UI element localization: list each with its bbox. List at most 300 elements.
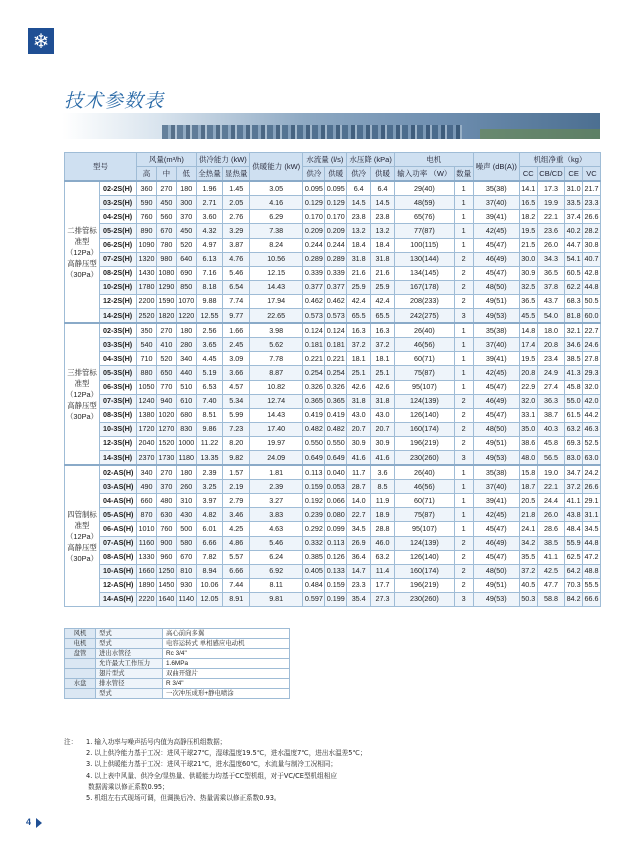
value-cell: 46(49) xyxy=(473,394,519,408)
value-cell: 0.209 xyxy=(303,224,325,238)
value-cell: 18.1 xyxy=(347,352,371,366)
note-line xyxy=(64,793,366,804)
value-cell: 26(40) xyxy=(394,323,454,338)
value-cell: 19.0 xyxy=(537,465,565,480)
value-cell: 0.462 xyxy=(303,294,325,308)
table-row xyxy=(65,592,601,606)
value-cell: 46.3 xyxy=(583,422,601,436)
value-cell: 7.82 xyxy=(196,550,223,564)
component-k: 进出水管径 xyxy=(96,649,163,659)
value-cell: 350 xyxy=(137,323,157,338)
value-cell: 2 xyxy=(454,394,473,408)
value-cell: 60(71) xyxy=(394,352,454,366)
value-cell: 2.56 xyxy=(196,323,223,338)
value-cell: 0.289 xyxy=(325,252,347,266)
value-cell: 60(71) xyxy=(394,494,454,508)
value-cell: 47.2 xyxy=(583,550,601,564)
page-marker-icon xyxy=(36,818,42,828)
value-cell: 44.7 xyxy=(565,238,583,252)
value-cell: 2 xyxy=(454,578,473,592)
value-cell: 25.1 xyxy=(371,366,395,380)
value-cell: 0.221 xyxy=(303,352,325,366)
subheader-cell: CC xyxy=(519,167,537,182)
value-cell: 14.43 xyxy=(250,408,303,422)
value-cell: 2040 xyxy=(137,436,157,450)
spec-table xyxy=(64,152,601,607)
value-cell: 134(145) xyxy=(394,266,454,280)
value-cell: 41.3 xyxy=(565,366,583,380)
note-text: 3. 以上供暖能力基于工况：进风干球21℃，进水温度60℃，水流量与制冷工况相同； xyxy=(86,760,337,769)
value-cell: 25.9 xyxy=(371,280,395,294)
value-cell: 230(260) xyxy=(394,450,454,465)
component-cat: 电机 xyxy=(65,639,96,649)
subheader-cell: VC xyxy=(583,167,601,182)
value-cell: 39(41) xyxy=(473,210,519,224)
value-cell: 196(219) xyxy=(394,578,454,592)
value-cell: 1 xyxy=(454,380,473,394)
value-cell: 4.57 xyxy=(223,380,250,394)
value-cell: 33.5 xyxy=(565,196,583,210)
table-row xyxy=(65,280,601,294)
header-heating: 供暖能力 (kW) xyxy=(250,153,303,182)
value-cell: 30.9 xyxy=(519,266,537,280)
model-cell: 02-3S(H) xyxy=(100,323,137,338)
value-cell: 17.94 xyxy=(250,294,303,308)
table-row xyxy=(65,309,601,324)
value-cell: 12.15 xyxy=(250,266,303,280)
value-cell: 28.6 xyxy=(537,522,565,536)
table-row xyxy=(65,380,601,394)
value-cell: 1010 xyxy=(137,522,157,536)
value-cell: 23.8 xyxy=(371,210,395,224)
value-cell: 490 xyxy=(137,480,157,494)
value-cell: 0.484 xyxy=(303,578,325,592)
value-cell: 0.199 xyxy=(325,592,347,606)
value-cell: 0.377 xyxy=(325,280,347,294)
model-cell: 07-AS(H) xyxy=(100,536,137,550)
value-cell: 11.9 xyxy=(371,494,395,508)
value-cell: 42.6 xyxy=(347,380,371,394)
value-cell: 180 xyxy=(176,181,196,196)
value-cell: 37(40) xyxy=(473,480,519,494)
value-cell: 8.91 xyxy=(223,592,250,606)
table-row xyxy=(65,578,601,592)
value-cell: 3.97 xyxy=(196,494,223,508)
value-cell: 6.54 xyxy=(223,280,250,294)
value-cell: 900 xyxy=(156,536,176,550)
value-cell: 0.170 xyxy=(325,210,347,224)
value-cell: 4.82 xyxy=(196,508,223,522)
value-cell: 18.9 xyxy=(371,508,395,522)
value-cell: 560 xyxy=(156,210,176,224)
model-cell: 07-2S(H) xyxy=(100,252,137,266)
value-cell: 930 xyxy=(176,578,196,592)
value-cell: 55.9 xyxy=(565,536,583,550)
value-cell: 13.2 xyxy=(371,224,395,238)
value-cell: 0.181 xyxy=(325,338,347,352)
value-cell: 48.8 xyxy=(583,564,601,578)
value-cell: 14.8 xyxy=(519,323,537,338)
value-cell: 17.4 xyxy=(519,338,537,352)
value-cell: 270 xyxy=(156,181,176,196)
component-k: 排水管径 xyxy=(96,679,163,689)
value-cell: 0.649 xyxy=(303,450,325,465)
note-line xyxy=(64,748,366,759)
value-cell: 0.419 xyxy=(303,408,325,422)
value-cell: 49(51) xyxy=(473,436,519,450)
value-cell: 48(59) xyxy=(394,196,454,210)
value-cell: 0.113 xyxy=(303,465,325,480)
component-cat: 风机 xyxy=(65,629,96,639)
value-cell: 81.8 xyxy=(565,309,583,324)
value-cell: 32.1 xyxy=(565,323,583,338)
value-cell: 24.2 xyxy=(583,465,601,480)
subheader-cell: CE xyxy=(565,167,583,182)
value-cell: 5.34 xyxy=(223,394,250,408)
value-cell: 1590 xyxy=(156,294,176,308)
value-cell: 45(47) xyxy=(473,238,519,252)
value-cell: 44.8 xyxy=(583,536,601,550)
value-cell: 280 xyxy=(176,338,196,352)
value-cell: 1 xyxy=(454,338,473,352)
value-cell: 6.53 xyxy=(196,380,223,394)
table-row xyxy=(65,564,601,578)
value-cell: 480 xyxy=(156,494,176,508)
value-cell: 0.239 xyxy=(303,508,325,522)
value-cell: 450 xyxy=(156,196,176,210)
value-cell: 3.25 xyxy=(196,480,223,494)
value-cell: 37.2 xyxy=(565,480,583,494)
value-cell: 9.77 xyxy=(223,309,250,324)
value-cell: 0.550 xyxy=(303,436,325,450)
value-cell: 450 xyxy=(176,224,196,238)
value-cell: 1250 xyxy=(156,564,176,578)
note-line xyxy=(64,759,366,770)
value-cell: 6.01 xyxy=(196,522,223,536)
value-cell: 540 xyxy=(137,338,157,352)
value-cell: 9.82 xyxy=(223,450,250,465)
value-cell: 21.6 xyxy=(371,266,395,280)
value-cell: 95(107) xyxy=(394,522,454,536)
value-cell: 1430 xyxy=(137,266,157,280)
value-cell: 44.2 xyxy=(583,408,601,422)
value-cell: 270 xyxy=(156,465,176,480)
value-cell: 0.124 xyxy=(325,323,347,338)
value-cell: 4.25 xyxy=(223,522,250,536)
value-cell: 22.1 xyxy=(537,210,565,224)
value-cell: 63.0 xyxy=(583,450,601,465)
value-cell: 23.8 xyxy=(347,210,371,224)
model-cell: 10-3S(H) xyxy=(100,422,137,436)
value-cell: 780 xyxy=(156,238,176,252)
value-cell: 3 xyxy=(454,592,473,606)
model-cell: 03-3S(H) xyxy=(100,338,137,352)
value-cell: 580 xyxy=(176,536,196,550)
value-cell: 40.2 xyxy=(565,224,583,238)
value-cell: 3.87 xyxy=(223,238,250,252)
value-cell: 44.8 xyxy=(583,280,601,294)
value-cell: 0.597 xyxy=(303,592,325,606)
value-cell: 0.113 xyxy=(325,536,347,550)
value-cell: 70.3 xyxy=(565,578,583,592)
value-cell: 1 xyxy=(454,508,473,522)
model-cell: 08-2S(H) xyxy=(100,266,137,280)
model-cell: 05-3S(H) xyxy=(100,366,137,380)
value-cell: 980 xyxy=(156,252,176,266)
value-cell: 46(56) xyxy=(394,480,454,494)
subheader-cell: 高 xyxy=(137,167,157,182)
value-cell: 52.5 xyxy=(583,436,601,450)
value-cell: 16.5 xyxy=(519,196,537,210)
value-cell: 0.066 xyxy=(325,494,347,508)
value-cell: 21.5 xyxy=(519,238,537,252)
note-text: 1. 输入功率与噪声括号内值为高静压机组数据； xyxy=(86,738,227,746)
model-cell: 04-3S(H) xyxy=(100,352,137,366)
value-cell: 100(115) xyxy=(394,238,454,252)
subheader-cell: 供暖 xyxy=(371,167,395,182)
value-cell: 270 xyxy=(156,323,176,338)
value-cell: 0.170 xyxy=(303,210,325,224)
value-cell: 242(275) xyxy=(394,309,454,324)
value-cell: 8.5 xyxy=(371,480,395,494)
value-cell: 196(219) xyxy=(394,436,454,450)
value-cell: 31.8 xyxy=(371,252,395,266)
value-cell: 8.51 xyxy=(196,408,223,422)
value-cell: 0.244 xyxy=(303,238,325,252)
header-model: 型号 xyxy=(65,153,137,182)
component-v: 双曲开缝片 xyxy=(163,669,290,679)
value-cell: 1140 xyxy=(176,592,196,606)
value-cell: 1 xyxy=(454,480,473,494)
value-cell: 5.99 xyxy=(223,408,250,422)
model-cell: 04-2S(H) xyxy=(100,210,137,224)
value-cell: 180 xyxy=(176,465,196,480)
value-cell: 1 xyxy=(454,196,473,210)
value-cell: 26(40) xyxy=(394,465,454,480)
value-cell: 0.159 xyxy=(325,578,347,592)
value-cell: 710 xyxy=(137,352,157,366)
value-cell: 29.3 xyxy=(583,366,601,380)
value-cell: 61.5 xyxy=(565,408,583,422)
value-cell: 37(40) xyxy=(473,196,519,210)
value-cell: 62.5 xyxy=(565,550,583,564)
value-cell: 1.57 xyxy=(223,465,250,480)
value-cell: 49(51) xyxy=(473,294,519,308)
model-cell: 08-3S(H) xyxy=(100,408,137,422)
value-cell: 8.11 xyxy=(250,578,303,592)
value-cell: 2 xyxy=(454,550,473,564)
value-cell: 20.8 xyxy=(537,338,565,352)
value-cell: 65.5 xyxy=(347,309,371,324)
value-cell: 1660 xyxy=(137,564,157,578)
value-cell: 48(50) xyxy=(473,280,519,294)
header-noise: 噪声 (dB(A)) xyxy=(473,153,519,182)
value-cell: 40.5 xyxy=(519,578,537,592)
value-cell: 1 xyxy=(454,181,473,196)
value-cell: 0.192 xyxy=(303,494,325,508)
value-cell: 39(41) xyxy=(473,352,519,366)
value-cell: 680 xyxy=(176,408,196,422)
value-cell: 18.2 xyxy=(519,210,537,224)
value-cell: 1380 xyxy=(137,408,157,422)
table-row xyxy=(65,238,601,252)
value-cell: 260 xyxy=(176,480,196,494)
table-row xyxy=(65,252,601,266)
note-line xyxy=(64,771,366,782)
value-cell: 31.0 xyxy=(565,181,583,196)
value-cell: 14.43 xyxy=(250,280,303,294)
value-cell: 20.7 xyxy=(347,422,371,436)
value-cell: 3.66 xyxy=(223,366,250,380)
table-row xyxy=(65,522,601,536)
model-cell: 03-AS(H) xyxy=(100,480,137,494)
value-cell: 870 xyxy=(137,508,157,522)
value-cell: 14.1 xyxy=(519,181,537,196)
value-cell: 0.129 xyxy=(303,196,325,210)
value-cell: 75(87) xyxy=(394,366,454,380)
model-cell: 12-2S(H) xyxy=(100,294,137,308)
value-cell: 6.24 xyxy=(250,550,303,564)
value-cell: 230(260) xyxy=(394,592,454,606)
value-cell: 0.124 xyxy=(303,323,325,338)
value-cell: 5.46 xyxy=(223,266,250,280)
value-cell: 3.09 xyxy=(223,352,250,366)
value-cell: 55.5 xyxy=(583,578,601,592)
banner-foliage xyxy=(480,129,600,139)
table-row xyxy=(65,508,601,522)
value-cell: 35.5 xyxy=(519,550,537,564)
value-cell: 84.2 xyxy=(565,592,583,606)
value-cell: 880 xyxy=(137,366,157,380)
value-cell: 11.22 xyxy=(196,436,223,450)
value-cell: 8.24 xyxy=(250,238,303,252)
model-cell: 07-3S(H) xyxy=(100,394,137,408)
value-cell: 46(56) xyxy=(394,338,454,352)
value-cell: 1640 xyxy=(156,592,176,606)
value-cell: 6.4 xyxy=(371,181,395,196)
model-cell: 12-3S(H) xyxy=(100,436,137,450)
value-cell: 1330 xyxy=(137,550,157,564)
model-cell: 14-AS(H) xyxy=(100,592,137,606)
value-cell: 24.1 xyxy=(519,522,537,536)
component-cat xyxy=(65,669,96,679)
value-cell: 25.1 xyxy=(347,366,371,380)
value-cell: 41.1 xyxy=(565,494,583,508)
component-v: R 3/4" xyxy=(163,679,290,689)
value-cell: 2.76 xyxy=(223,210,250,224)
value-cell: 7.74 xyxy=(223,294,250,308)
table-row xyxy=(65,210,601,224)
value-cell: 760 xyxy=(137,210,157,224)
value-cell: 0.053 xyxy=(325,480,347,494)
header-cooling: 供冷能力 (kW) xyxy=(196,153,249,167)
value-cell: 35(38) xyxy=(473,465,519,480)
value-cell: 69.3 xyxy=(565,436,583,450)
value-cell: 45(47) xyxy=(473,550,519,564)
value-cell: 34.3 xyxy=(537,252,565,266)
value-cell: 22.9 xyxy=(519,380,537,394)
header-water-drop: 水压降 (kPa) xyxy=(347,153,395,167)
table-row xyxy=(65,181,601,196)
value-cell: 21.8 xyxy=(519,508,537,522)
value-cell: 24.6 xyxy=(583,338,601,352)
value-cell: 1020 xyxy=(156,408,176,422)
table-row xyxy=(65,422,601,436)
model-cell: 02-2S(H) xyxy=(100,181,137,196)
value-cell: 35(38) xyxy=(473,181,519,196)
value-cell: 9.86 xyxy=(196,422,223,436)
value-cell: 42(45) xyxy=(473,224,519,238)
value-cell: 48.0 xyxy=(519,450,537,465)
value-cell: 160(174) xyxy=(394,422,454,436)
value-cell: 0.289 xyxy=(303,252,325,266)
value-cell: 29.1 xyxy=(583,494,601,508)
value-cell: 46(49) xyxy=(473,536,519,550)
value-cell: 42.6 xyxy=(371,380,395,394)
value-cell: 17.3 xyxy=(537,181,565,196)
value-cell: 4.86 xyxy=(223,536,250,550)
value-cell: 0.573 xyxy=(303,309,325,324)
value-cell: 26.0 xyxy=(537,238,565,252)
value-cell: 2 xyxy=(454,436,473,450)
value-cell: 36.5 xyxy=(519,294,537,308)
value-cell: 0.326 xyxy=(303,380,325,394)
header-weight: 机组净重（kg） xyxy=(519,153,600,167)
notes xyxy=(64,737,366,804)
value-cell: 960 xyxy=(156,550,176,564)
value-cell: 1.81 xyxy=(250,465,303,480)
value-cell: 160(174) xyxy=(394,564,454,578)
value-cell: 0.332 xyxy=(303,536,325,550)
value-cell: 35(38) xyxy=(473,323,519,338)
component-k: 翅片型式 xyxy=(96,669,163,679)
value-cell: 2 xyxy=(454,266,473,280)
value-cell: 2 xyxy=(454,294,473,308)
value-cell: 8.87 xyxy=(250,366,303,380)
component-row xyxy=(65,629,290,639)
component-v: 一次冲压成形+静电喷涂 xyxy=(163,689,290,699)
value-cell: 2.39 xyxy=(196,465,223,480)
component-k: 型式 xyxy=(96,629,163,639)
value-cell: 32.5 xyxy=(519,280,537,294)
group-label: 二排管标准型 （12Pa） 高静压型 （30Pa） xyxy=(65,181,100,323)
value-cell: 18.4 xyxy=(371,238,395,252)
value-cell: 670 xyxy=(176,550,196,564)
value-cell: 48.4 xyxy=(565,522,583,536)
value-cell: 2200 xyxy=(137,294,157,308)
component-cat xyxy=(65,689,96,699)
value-cell: 58.8 xyxy=(537,592,565,606)
value-cell: 1 xyxy=(454,522,473,536)
value-cell: 4.63 xyxy=(250,522,303,536)
value-cell: 0.385 xyxy=(303,550,325,564)
value-cell: 18.0 xyxy=(537,323,565,338)
value-cell: 31.1 xyxy=(583,508,601,522)
value-cell: 63.2 xyxy=(565,422,583,436)
table-row xyxy=(65,338,601,352)
table-row xyxy=(65,494,601,508)
value-cell: 1 xyxy=(454,224,473,238)
value-cell: 3.27 xyxy=(250,494,303,508)
value-cell: 180 xyxy=(176,323,196,338)
value-cell: 48(50) xyxy=(473,564,519,578)
value-cell: 2370 xyxy=(137,450,157,465)
value-cell: 0.405 xyxy=(303,564,325,578)
value-cell: 2220 xyxy=(137,592,157,606)
value-cell: 0.099 xyxy=(325,522,347,536)
value-cell: 35.4 xyxy=(347,592,371,606)
value-cell: 41.6 xyxy=(371,450,395,465)
